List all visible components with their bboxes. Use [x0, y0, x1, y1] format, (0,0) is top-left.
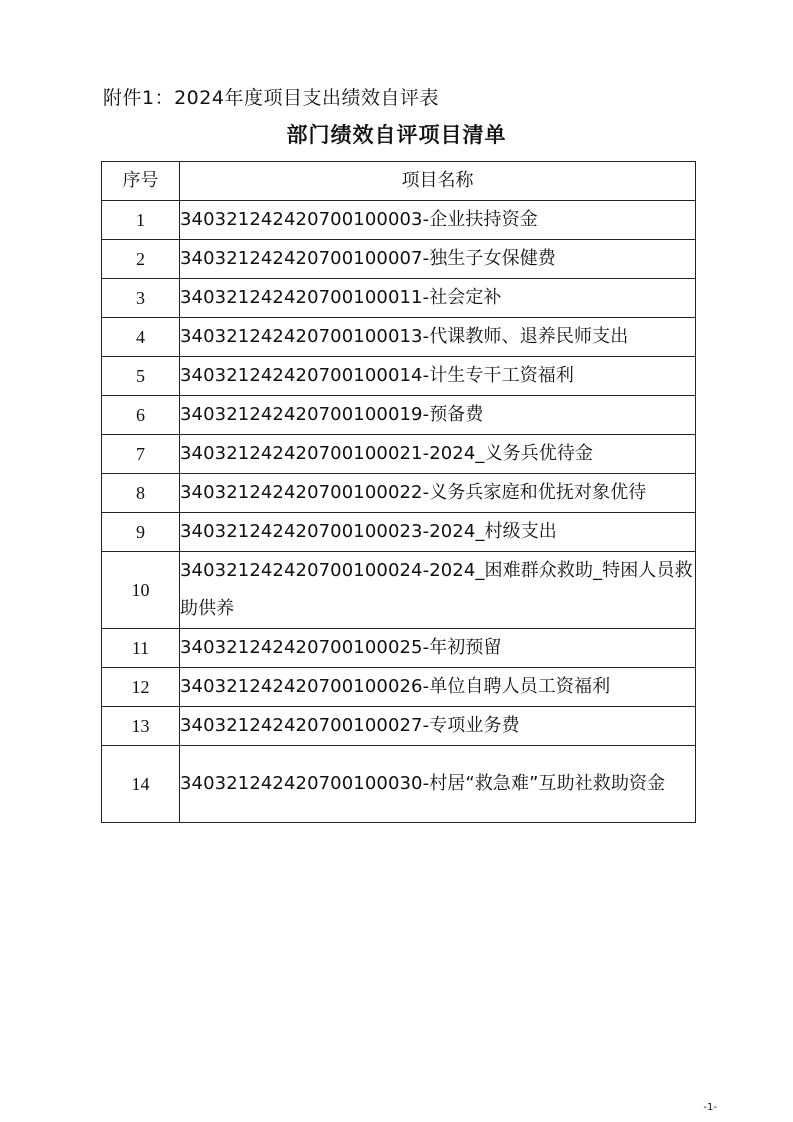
table-row: [102, 435, 696, 474]
project-name: 340321242420700100027-专项业务费: [180, 707, 696, 746]
attachment-label: 附件1：2024年度项目支出绩效自评表: [103, 87, 439, 109]
row-number: 11: [102, 629, 180, 668]
table-row: [102, 707, 696, 746]
table-row: [102, 201, 696, 240]
project-name: 340321242420700100014-计生专干工资福利: [180, 357, 696, 396]
row-number: 3: [102, 279, 180, 318]
row-number: 2: [102, 240, 180, 279]
table-header-row: [102, 162, 696, 201]
row-number: 13: [102, 707, 180, 746]
project-name: 340321242420700100023-2024_村级支出: [180, 513, 696, 552]
project-name: 340321242420700100003-企业扶持资金: [180, 201, 696, 240]
table-row: [102, 746, 696, 823]
document-title: 部门绩效自评项目清单: [286, 123, 507, 147]
project-name: 340321242420700100025-年初预留: [180, 629, 696, 668]
page-number: -1-: [703, 1102, 717, 1113]
row-number: 10: [102, 552, 180, 629]
table-row: [102, 668, 696, 707]
project-name: 340321242420700100019-预备费: [180, 396, 696, 435]
table-row: [102, 396, 696, 435]
table-row: [102, 552, 696, 629]
table-row: [102, 279, 696, 318]
project-name: 340321242420700100026-单位自聘人员工资福利: [180, 668, 696, 707]
row-number: 12: [102, 668, 180, 707]
column-header-name: 项目名称: [180, 162, 696, 201]
row-number: 1: [102, 201, 180, 240]
project-name: 340321242420700100007-独生子女保健费: [180, 240, 696, 279]
table-row: [102, 357, 696, 396]
table-row: [102, 318, 696, 357]
row-number: 9: [102, 513, 180, 552]
table-row: [102, 240, 696, 279]
row-number: 8: [102, 474, 180, 513]
table-row: [102, 629, 696, 668]
row-number: 7: [102, 435, 180, 474]
project-name: 340321242420700100011-社会定补: [180, 279, 696, 318]
project-name: 340321242420700100021-2024_义务兵优待金: [180, 435, 696, 474]
row-number: 4: [102, 318, 180, 357]
row-number: 5: [102, 357, 180, 396]
project-name: 340321242420700100022-义务兵家庭和优抚对象优待: [180, 474, 696, 513]
project-list-table: [101, 161, 696, 823]
row-number: 14: [102, 746, 180, 823]
row-number: 6: [102, 396, 180, 435]
project-name: 340321242420700100013-代课教师、退养民师支出: [180, 318, 696, 357]
table-row: [102, 513, 696, 552]
table-row: [102, 474, 696, 513]
column-header-no: 序号: [102, 162, 180, 201]
project-name: 340321242420700100030-村居“救急难”互助社救助资金: [180, 746, 696, 823]
project-name: 340321242420700100024-2024_困难群众救助_特困人员救助供养: [180, 552, 696, 629]
